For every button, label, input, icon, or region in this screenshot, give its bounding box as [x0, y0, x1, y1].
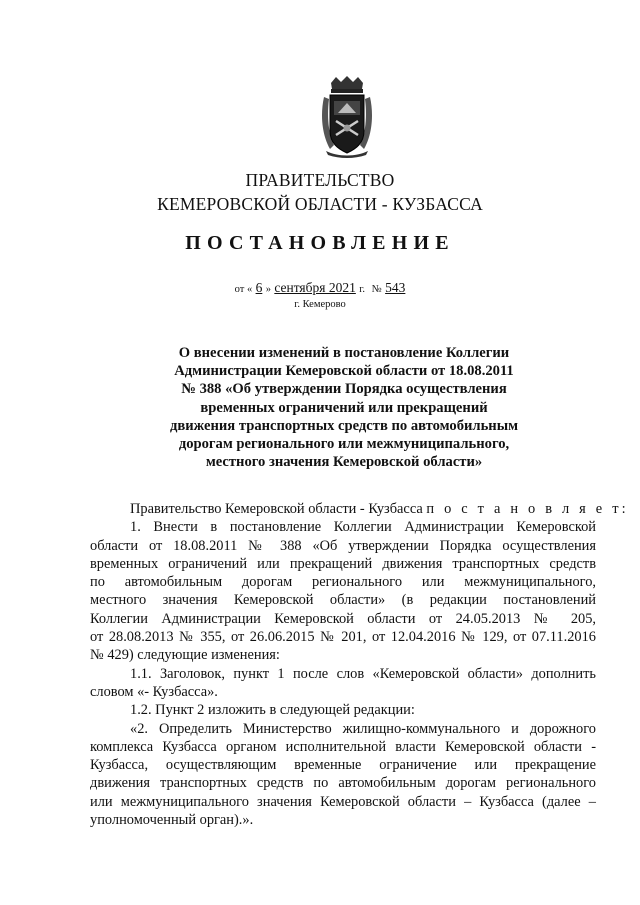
document-subject — [140, 344, 548, 471]
document-body — [90, 500, 629, 829]
body-line: от 28.08.2013 № 355, от 26.06.2015 № 201, от 12.04.2016 № 129, от 07.11.2016 — [90, 629, 596, 646]
body-line: комплекса Кузбасса органом исполнительной власти Кемеровской области - — [90, 738, 596, 755]
body-line: словом «- Кузбасса». — [90, 683, 218, 700]
document-number: 543 — [385, 280, 406, 295]
date-month-year: сентября 2021 — [274, 280, 356, 295]
body-line: № 429) следующие изменения: — [90, 647, 280, 664]
number-label: № — [371, 284, 382, 295]
government-name-line1: ПРАВИТЕЛЬСТВО — [245, 170, 395, 190]
body-line: временных ограничений или прекращений движения транспортных средств — [90, 555, 596, 572]
subject-line: О внесении изменений в постановление Коллегии — [178, 345, 510, 361]
body-line: 1.1. Заголовок, пункт 1 после слов «Кемеровской области» дополнить — [130, 665, 596, 682]
body-line: по автомобильным дорогам регионального или межмуниципального, — [90, 574, 596, 591]
date-number-line — [0, 280, 640, 296]
body-line: Коллегии Администрации Кемеровской области от 24.05.2013 № 205, — [90, 610, 596, 627]
year-suffix: г. — [359, 284, 365, 295]
body-line: «2. Определить Министерство жилищно-коммунального и дорожного — [130, 720, 596, 737]
body-line: Кузбасса, осуществляющим временные ограничение или прекращение — [90, 757, 596, 774]
date-prefix: от « — [234, 284, 253, 295]
subject-line: движения транспортных средств по автомобильным — [169, 417, 519, 434]
city-name: г. Кемерово — [294, 299, 346, 310]
body-line: 1. Внести в постановление Коллегии Администрации Кемеровской — [130, 519, 596, 536]
preamble-text: Правительство Кемеровской области - Кузбасса — [130, 501, 423, 517]
body-line: области от 18.08.2011 № 388 «Об утверждении Порядка осуществления — [90, 537, 596, 554]
subject-line: временных ограничений или прекращений — [200, 399, 488, 416]
body-line: 1.2. Пункт 2 изложить в следующей редакции: — [130, 702, 415, 719]
body-line: местного значения Кемеровской области» (в редакции постановлений — [90, 592, 596, 609]
date-close-quote: » — [265, 284, 271, 295]
subject-line: № 388 «Об утверждении Порядка осуществления — [181, 381, 507, 398]
coat-of-arms-icon — [318, 75, 376, 157]
date-day: 6 — [255, 280, 263, 295]
document-type-title: ПОСТАНОВЛЕНИЕ — [185, 232, 455, 254]
subject-line: Администрации Кемеровской области от 18.08.2011 — [174, 363, 514, 380]
subject-line: дорогам регионального или межмуниципального, — [178, 436, 510, 453]
body-line: уполномоченный орган).». — [90, 812, 254, 829]
preamble-verb: п о с т а н о в л я е т: — [426, 501, 629, 517]
government-name-line2: КЕМЕРОВСКОЙ ОБЛАСТИ - КУЗБАССА — [157, 194, 483, 214]
preamble-line — [90, 500, 629, 518]
body-line: или межмуниципального значения Кемеровской области – Кузбасса (далее – — [90, 793, 596, 810]
subject-line: местного значения Кемеровской области» — [205, 454, 483, 471]
body-line: движения транспортных средств по автомобильным дорогам регионального — [90, 775, 596, 792]
